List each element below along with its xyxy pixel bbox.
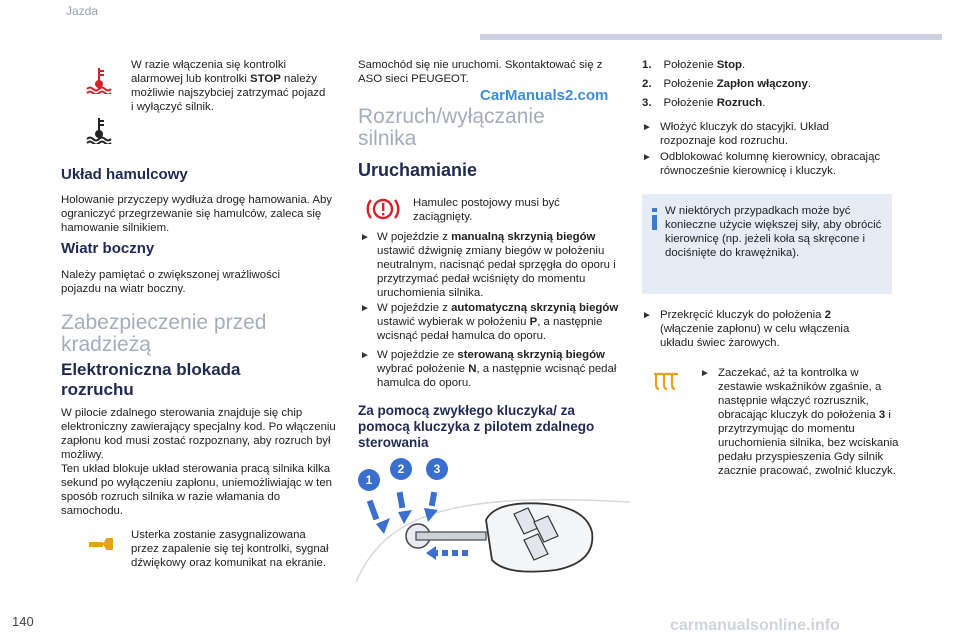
bullet-marker: ► xyxy=(642,310,652,321)
parking-brake-text: Hamulec postojowy musi być zaciągnięty. xyxy=(413,197,560,223)
heading-starting: Uruchamianie xyxy=(358,160,478,180)
info-icon xyxy=(650,208,660,230)
key-ignition-illustration xyxy=(346,452,630,592)
info-text: W niektórych przypadkach może być konieczne użycie większej siły, aby obrócić kierownicę (np. jeżeli koła są skręcone i dociśnięte do krawężnika). xyxy=(665,205,882,259)
manual-gearbox-text: W pojeździe z manualną skrzynią biegów ustawić dźwignię zmiany biegów w położeniu neutralnym, nacisnąć pedał sprzęgła do oporu i przytrzymać pedał wciśnięty do momentu uruchomienia silnika. xyxy=(377,231,616,299)
start-engine-text: Zaczekać, aż ta kontrolka w zestawie wskaźników zgaśnie, a następnie włączyć rozrusznik, obracając kluczyk do położenia 3 i przytrzymując do momentu uruchomienia silnika, bez wciskania pedału przyspieszenia Gdy silnik zacznie pracować, zwolnić kluczyk. xyxy=(718,367,899,477)
crosswind-text: Należy pamiętać o zwiększonej wrażliwości pojazdu na wiatr boczny. xyxy=(61,269,281,295)
list-item: 1. Położenie Stop. xyxy=(642,59,746,71)
watermark-top: CarManuals2.com xyxy=(480,87,609,104)
auto-gearbox-text: W pojeździe z automatyczną skrzynią biegów ustawić wybierak w położeniu P, a następnie wcisnąć pedał hamulca do oporu. xyxy=(377,302,619,342)
insert-key-text: Włożyć kluczyk do stacyjki. Układ rozpoznaje kod rozruchu. xyxy=(660,121,830,147)
bullet-marker: ► xyxy=(642,122,652,133)
heading-start-stop: Rozruch/wyłączanie silnika xyxy=(358,105,545,150)
warning-text: W razie włączenia się kontrolki alarmowej lub kontrolki STOP należy możliwie najszybciej zatrzymać pojazd i wyłączyć silnik. xyxy=(131,59,326,113)
brake-text: Holowanie przyczepy wydłuża drogę hamowania. Aby ograniczyć przegrzewanie się hamulców, zaleca się hamowanie silnikiem. xyxy=(61,194,332,234)
positions-list xyxy=(642,58,892,110)
immobiliser-text: W pilocie zdalnego sterowania znajduje się chip elektroniczny zawierający specjalny kod. Po włączeniu zapłonu kod musi zostać rozpoznany, aby rozruch był możliwy. Ten układ blokuje układ sterowania pracą silnika kilka sekund po wyłączeniu zapłonu, uniemożliwiając w ten sposób rozruch silnika w razie włamania do samochodu. xyxy=(61,407,336,517)
unlock-column-text: Odblokować kolumnę kierownicy, obracając równocześnie kierownicę i kluczyk. xyxy=(660,151,881,177)
coolant-level-icon xyxy=(84,116,114,144)
wrench-service-icon xyxy=(88,536,114,552)
piloted-gearbox-text: W pojeździe ze sterowaną skrzynią biegów wybrać położenie N, a następnie wcisnąć pedał hamulca do oporu. xyxy=(377,349,617,389)
parking-brake-icon xyxy=(366,194,400,224)
turn-key-2-text: Przekręcić kluczyk do położenia 2 (włączenie zapłonu) w celu włączenia układu świec żarowych. xyxy=(660,309,850,349)
key-position-3-badge: 3 xyxy=(426,458,448,480)
bullet-marker: ► xyxy=(360,350,370,361)
key-position-1-badge: 1 xyxy=(358,469,380,491)
page-number: 140 xyxy=(12,614,34,629)
heading-key-start: Za pomocą zwykłego kluczyka/ za pomocą kluczyka z pilotem zdalnego sterowania xyxy=(358,403,595,450)
header-bar xyxy=(480,34,942,40)
bullet-marker: ► xyxy=(700,368,710,379)
heading-immobiliser: Elektroniczna blokada rozruchu xyxy=(61,360,241,399)
glow-plug-icon xyxy=(652,372,682,392)
bullet-marker: ► xyxy=(642,152,652,163)
bullet-marker: ► xyxy=(360,232,370,243)
coolant-temp-red-icon xyxy=(84,66,114,94)
no-start-text: Samochód się nie uruchomi. Skontaktować się z ASO sieci PEUGEOT. xyxy=(358,59,603,85)
heading-anti-theft: Zabezpieczenie przed kradzieżą xyxy=(61,311,267,356)
section-label: Jazda xyxy=(66,4,99,18)
heading-brake-system: Układ hamulcowy xyxy=(61,166,188,183)
key-position-2-badge: 2 xyxy=(390,458,412,480)
fault-text: Usterka zostanie zasygnalizowana przez zapalenie się tej kontrolki, sygnał dźwiękowy oraz komunikat na ekranie. xyxy=(131,529,329,569)
list-item: 2. Położenie Zapłon włączony. xyxy=(642,78,812,90)
watermark-bottom: carmanualsonline.info xyxy=(670,617,840,634)
list-item: 3. Położenie Rozruch. xyxy=(642,97,766,109)
heading-crosswind: Wiatr boczny xyxy=(61,240,155,257)
bullet-marker: ► xyxy=(360,303,370,314)
